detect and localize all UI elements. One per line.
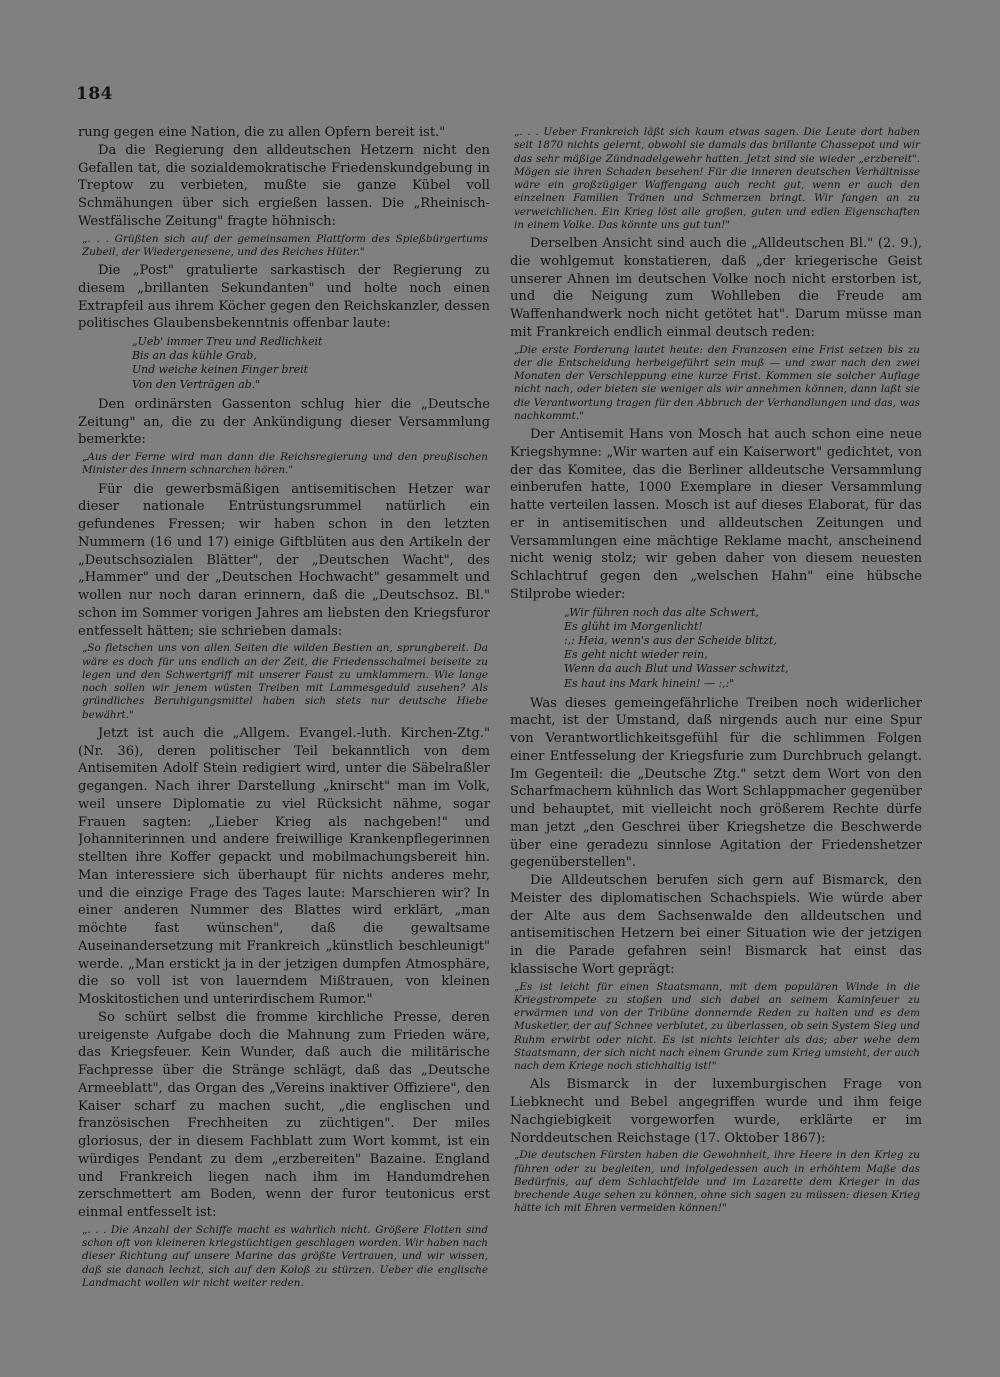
- verse-line: Wenn da auch Blut und Wasser schwitzt,: [564, 662, 789, 676]
- paragraph: Da die Regierung den alldeutschen Hetzern nicht den Gefallen tat, die sozialdemokratische Friedenskundgebung in Treptow zu verbieten, mußte sie ganze Kübel voll Schmähungen über sich ergießen lassen. Die „Rheinisch-Westfälische Zeitung" fragte höhnisch:: [78, 142, 490, 229]
- paragraph: Den ordinärsten Gassenton schlug hier die „Deutsche Zeitung" an, die zu der Ankündigung dieser Versammlung bemerkte:: [78, 396, 490, 448]
- verse-line: :,: Heia, wenn's aus der Scheide blitzt,: [564, 633, 777, 647]
- paragraph: Die „Post" gratulierte sarkastisch der Regierung zu diesem „brillanten Sekundanten" und holte noch einen Extrapfeil aus ihrem Köcher gegen den Reichskanzler, dessen politisches Glaubensbekenntnis offenbar laute:: [78, 263, 490, 332]
- verse-line: Es haut ins Mark hinein! — :,:": [564, 676, 735, 690]
- paragraph: Die Alldeutschen berufen sich gern auf Bismarck, den Meister des diplomatischen Schachspiels. Wie würde aber der Alte aus dem Sachsenwalde den alldeutschen und antisemitischen Hetzern bei einer Situation wie der jetzigen in die Parade gefahren sein! Bismarck hat einst das klassische Wort geprägt:: [510, 873, 922, 977]
- quotation: „. . . Ueber Frankreich läßt sich kaum etwas sagen. Die Leute dort haben seit 1870 nichts gelernt, obwohl sie damals das brillante Chassepot und wir das sehr mäßige Zündnadelgewehr hatten. Jetzt sind sie wieder „erzbereit". Mögen sie ihren Schaden besehen! Für die inneren deutschen Verhältnisse wäre ein großzügiger Waffengang auch recht gut, wenn er auch den einzelnen Familien Tränen und Schmerzen bringt. Wir fangen an zu verweichlichen. Ein Krieg löst alle großen, guten und edlen Eigenschaften in einem Volke. Das könnte uns gut tun!": [514, 126, 920, 231]
- quotation: „Die erste Forderung lautet heute: den Franzosen eine Frist setzen bis zu der die Entscheidung herbeigeführt sein muß — und zwar nach den zwei Monaten der Verschleppung eine kurze Frist. Kommen sie solcher Auflage nicht nach, oder bieten sie weniger als wir annehmen können, dann laßt sie die Verantwortung tragen für den Abbruch der Verhandlungen und das, was nachkommt.": [514, 343, 920, 422]
- paragraph: So schürt selbst die fromme kirchliche Presse, deren ureigenste Aufgabe doch die Mahnung zum Frieden wäre, das Kriegsfeuer. Kein Wunder, daß auch die militärische Fachpresse über die Stränge schlägt, daß das „Deutsche Armeeblatt", das Organ des „Vereins inaktiver Offiziere", den Kaiser scharf zu machen sucht, „die englischen und französischen Frechheiten zu züchtigen". Der miles gloriosus, der in diesem Fachblatt zum Wort kommt, ist ein würdiges Pendant zu dem „erzbereiten" Bazaine. England und Frankreich liegen nach ihm im Handumdrehen zerschmettert am Boden, wenn der furor teutonicus erst einmal entfesselt ist:: [78, 1009, 490, 1221]
- paragraph: Der Antisemit Hans von Mosch hat auch schon eine neue Kriegshymne: „Wir warten auf ein Kaiserwort" gedichtet, von der das Komitee, das die Berliner alldeutsche Versammlung einberufen hatte, 1000 Exemplare in dieser Versammlung hatte verteilen lassen. Mosch ist auf dieses Elaborat, für das er in antisemitischen und alldeutschen Zeitungen und Versammlungen eine mächtige Reklame macht, anscheinend nicht wenig stolz; wir geben daher von diesem neuesten Schlachtruf gegen den „welschen Hahn" eine hübsche Stilprobe wieder:: [510, 427, 922, 602]
- quotation: „Es ist leicht für einen Staatsmann, mit dem populären Winde in die Kriegstrompete zu stoßen und sich dabei an seinem Kaminfeuer zu erwärmen und von der Tribüne donnernde Reden zu halten und es dem Musketier, der auf Schnee verblutet, zu überlassen, ob sein System Sieg und Ruhm erwirbt oder nicht. Es ist nichts leichter als das; aber wehe dem Staatsmann, der sich nicht nach einem Grunde zum Krieg umsieht, der auch nach dem Kriege noch stichhaltig ist!": [514, 980, 920, 1073]
- verse-block: [132, 335, 490, 392]
- verse-line: Es geht nicht wieder rein,: [564, 648, 708, 662]
- paragraph: Als Bismarck in der luxemburgischen Frage von Liebknecht und Bebel angegriffen wurde und ihm feige Nachgiebigkeit vorgeworfen wurde, erklärte er im Norddeutschen Reichstage (17. Oktober 1867):: [510, 1077, 922, 1146]
- verse-line: Von den Verträgen ab.": [132, 377, 261, 391]
- right-column: [510, 124, 922, 1299]
- verse-block: [564, 606, 922, 691]
- paragraph: Für die gewerbsmäßigen antisemitischen Hetzer war dieser nationale Entrüstungsrummel natürlich ein gefundenes Fressen; wir haben schon in den letzten Nummern (16 und 17) einige Giftblüten aus den Artikeln der „Deutschsozialen Blätter", der „Deutschen Wacht", des „Hammer" und der „Deutschen Hochwacht" gesammelt und wollen nur noch daran erinnern, daß die „Deutschsoz. Bl." schon im Sommer vorigen Jahres am liebsten den Kriegsfuror entfesselt hätten; sie schrieben damals:: [78, 481, 490, 639]
- verse-line: Es glüht im Morgenlicht!: [564, 619, 703, 633]
- page-number: 184: [76, 84, 113, 104]
- quotation: „Die deutschen Fürsten haben die Gewohnheit, ihre Heere in den Krieg zu führen oder zu begleiten, und infolgedessen auch in erhöhtem Maße das Bedürfnis, auf dem Schlachtfelde und im Lazarette dem Krieger in das brechende Auge sehen zu können, ohne sich sagen zu müssen: diesen Krieg hätte ich mit Ehren vermeiden können!": [514, 1149, 920, 1215]
- paragraph: Jetzt ist auch die „Allgem. Evangel.-luth. Kirchen-Ztg." (Nr. 36), deren politischer Teil bekanntlich von dem Antisemiten Adolf Stein redigiert wird, unter die Säbelraßler gegangen. Nach ihrer Darstellung „knirscht" man im Volk, weil unsere Diplomatie zu viel Rücksicht nähme, sogar Frauen sagten: „Lieber Krieg als nachgeben!" und Johanniterinnen und andere freiwillige Krankenpflegerinnen stellten ihre Koffer gepackt und mobilmachungsbereit hin. Man interessiere sich überhaupt für nichts anderes mehr, und die einzige Frage des Tages laute: Marschieren wir? In einer anderen Nummer des Blattes wird erklärt, „man möchte fast wünschen", daß die gewaltsame Auseinandersetzung mit Frankreich „künstlich beschleunigt" werde. „Man erstickt ja in der jetzigen dumpfen Atmosphäre, die so voll ist von lauerndem Mißtrauen, von kleinen Moskitostichen und unterirdischem Rumor.": [78, 725, 490, 1008]
- paragraph: rung gegen eine Nation, die zu allen Opfern bereit ist.": [78, 125, 446, 140]
- verse-line: Bis an das kühle Grab,: [132, 349, 257, 363]
- quotation: „So fletschen uns von allen Seiten die wilden Bestien an, sprungbereit. Da wäre es doch für uns endlich an der Zeit, die Friedensschalmei beiseite zu legen und den Schwertgriff mit unserer Faust zu umklammern. Wie lange noch sollen wir jenem wüsten Treiben mit Lammesgeduld zusehen? Als gründliches Beruhigungsmittel haben sich stets nur deutsche Hiebe bewährt.": [82, 642, 488, 721]
- verse-line: Und weiche keinen Finger breit: [132, 363, 308, 377]
- quotation: „. . . Die Anzahl der Schiffe macht es wahrlich nicht. Größere Flotten sind schon oft von kleineren kriegstüchtigen geschlagen worden. Wir haben nach dieser Richtung auf unsere Marine das größte Vertrauen, und wir wissen, daß sie danach lechzt, sich auf den Koloß zu stürzen. Ueber die englische Landmacht wollen wir nicht weiter reden.: [82, 1223, 488, 1289]
- quotation: „Aus der Ferne wird man dann die Reichsregierung und den preußischen Minister des Innern schnarchen hören.": [82, 451, 488, 477]
- paragraph: Derselben Ansicht sind auch die „Alldeutschen Bl." (2. 9.), die wohlgemut konstatieren, daß „der kriegerische Geist unserer Ahnen im deutschen Volke noch nicht erstorben ist, und die Neigung zum Wohlleben die Freude am Waffenhandwerk noch nicht getötet hat". Darum müsse man mit Frankreich endlich einmal deutsch reden:: [510, 236, 922, 340]
- paragraph: Was dieses gemeingefährliche Treiben noch widerlicher macht, ist der Umstand, daß nirgends auch nur eine Spur von Verantwortlichkeitsgefühl für die schlimmen Folgen einer Entfesselung der Kriegsfurie zum Durchbruch gelangt. Im Gegenteil: die „Deutsche Ztg." setzt dem Wort von den Scharfmachern kühnlich das Wort Schlappmacher gegenüber und behauptet, mit vielleicht noch größerem Rechte dürfe man jetzt „den Geschrei über Kriegshetze die Beschwerde über eine geradezu sinnlose Agitation der Friedenshetzer gegenüberstellen".: [510, 695, 922, 871]
- verse-line: „Wir führen noch das alte Schwert,: [564, 605, 759, 619]
- left-column: [78, 124, 490, 1289]
- quotation: „. . . Grüßten sich auf der gemeinsamen Plattform des Spießbürgertums Zubeil, der Wiedergenesene, und des Reiches Hüter.": [82, 232, 488, 258]
- verse-line: „Ueb' immer Treu und Redlichkeit: [132, 335, 323, 348]
